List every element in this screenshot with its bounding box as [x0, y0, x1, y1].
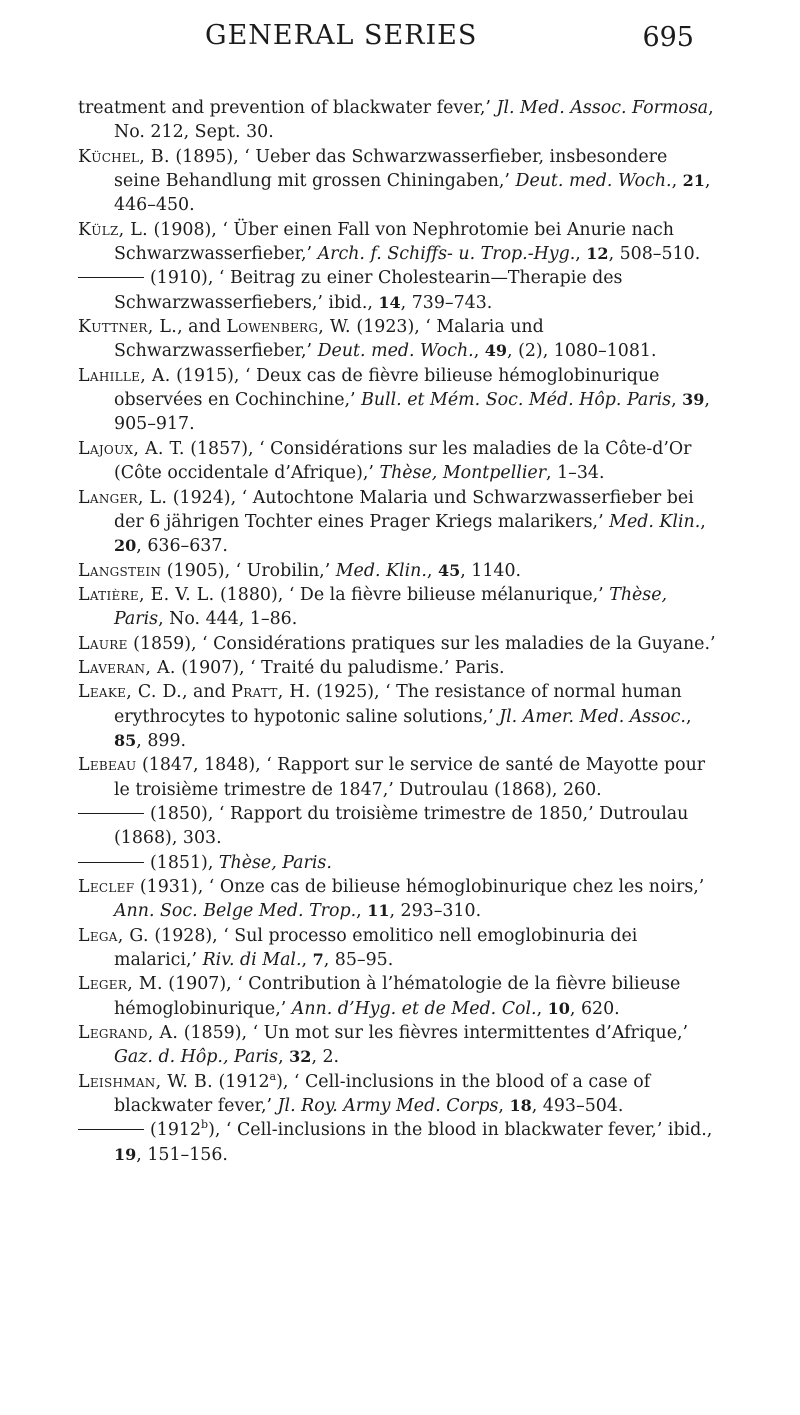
- entry-text: treatment and prevention of blackwater fever,’: [78, 98, 497, 118]
- bibliography-entry: [78, 802, 718, 851]
- entry-volume: 14: [378, 292, 401, 312]
- entry-text: , 493–504.: [531, 1096, 624, 1117]
- bibliography-entry: [78, 632, 718, 656]
- bibliography-entry: Legrand, A. (1859), ‘ Un mot sur les fièvres intermittentes d’Afrique,’ Gaz. d. Hôp., Paris, 32, 2.: [78, 1023, 689, 1068]
- entry-text: , 293–310.: [389, 901, 482, 922]
- entry-text: ), ‘ Cell-inclusions in the blood of a case of blackwater fever,’: [114, 1071, 651, 1117]
- bibliography-entry: [78, 753, 718, 802]
- entry-text: (1915), ‘ Deux cas de fièvre bilieuse hémoglobinurique observées en Cochinchine,’: [114, 365, 660, 411]
- entry-source: Jl. Med. Assoc. Formosa: [496, 98, 709, 118]
- entry-author: Latière, E. V. L.: [78, 584, 215, 605]
- entry-author: Laveran, A.: [78, 657, 176, 678]
- entry-source: Bull. et Mém. Soc. Méd. Hôp. Paris: [361, 390, 672, 411]
- entry-text: (1928), ‘ Sul processo emolitico nell emoglobinuria dei malarici,’: [114, 925, 638, 971]
- entry-text: (1925), ‘ The resistance of normal human erythrocytes to hypotonic saline solutions,’: [114, 682, 682, 727]
- running-head: GENERAL SERIES: [205, 20, 478, 51]
- entry-author: Lowenberg, W.: [226, 317, 351, 338]
- bibliography-entry: Leishman, W. B. (1912$^a$), ‘ Cell-inclusions in the blood of a case of blackwater fever,’ Jl. Roy. Army Med. Corps, 18, 493–504.: [78, 1069, 651, 1117]
- entry-text: , 85–95.: [323, 950, 394, 971]
- bibliography-entry: [78, 96, 718, 145]
- entry-text: (1910), ‘ Beitrag zu einer Cholestearin—Therapie des Schwarzwasserfiebers,’ ibid.,: [114, 268, 623, 313]
- bibliography-entry: Küchel, B. (1895), ‘ Ueber das Schwarzwasserfieber, insbesondere seine Behandlung mit grossen Chiningaben,’ Deut. med. Woch., 21, 446–450.: [78, 146, 711, 216]
- entry-volume: 18: [509, 1096, 532, 1116]
- entry-text: , and: [181, 682, 232, 703]
- entry-volume: 19: [114, 1144, 137, 1164]
- bibliography-entry: [78, 851, 718, 875]
- entry-author: Legrand, A.: [78, 1023, 179, 1044]
- page-number: 695: [642, 22, 694, 53]
- entry-author: Lajoux, A. T.: [78, 438, 185, 459]
- ditto-dash: [78, 1129, 144, 1130]
- entry-text: , 151–156.: [136, 1144, 228, 1165]
- entry-source: Jl. Roy. Army Med. Corps: [277, 1096, 499, 1117]
- entry-text: , 620.: [569, 998, 620, 1019]
- ditto-dash: [78, 813, 144, 814]
- entry-text: (1924), ‘ Autochtone Malaria und Schwarzwasserfieber bei der 6 jährigen Tochter eines Prager Kriegs malarikers,’: [114, 487, 694, 532]
- entry-text: (1931), ‘ Onze cas de bilieuse hémoglobinurique chez les noirs,’: [134, 877, 705, 897]
- entry-text: (1859), ‘ Considérations pratiques sur les maladies de la Guyane.’: [127, 633, 716, 654]
- entry-author: Külz, L.: [78, 219, 148, 240]
- entry-source: Arch. f. Schiffs- u. Trop.-Hyg.: [317, 244, 576, 265]
- entry-text: , 2.: [311, 1047, 340, 1068]
- entry-source: Riv. di Mal.: [202, 950, 302, 971]
- bibliography-entry: Langstein (1905), ‘ Urobilin,’ Med. Klin., 45, 1140.: [78, 560, 522, 581]
- entry-volume: 32: [289, 1047, 312, 1067]
- entry-source: Thèse, Paris: [114, 584, 668, 630]
- bibliography-entry: Külz, L. (1908), ‘ Über einen Fall von Nephrotomie bei Anurie nach Schwarzwasserfieber,’ Arch. f. Schiffs- u. Trop.-Hyg., 12, 508–510.: [78, 219, 701, 265]
- entry-author: Leake, C. D.: [78, 682, 182, 703]
- entry-source: Jl. Amer. Med. Assoc.: [499, 706, 686, 727]
- entry-author: Leclef: [78, 877, 135, 897]
- entry-source: Deut. med. Woch.: [515, 171, 672, 192]
- entry-text: (1850), ‘ Rapport du troisième trimestre de 1850,’ Dutroulau (1868), 303.: [114, 803, 689, 849]
- entry-source: Ann. d’Hyg. et de Med. Col.: [291, 998, 537, 1019]
- entry-volume: 21: [682, 171, 705, 191]
- bibliography-entry: [78, 437, 718, 486]
- entry-year-suffix: b: [201, 1118, 209, 1132]
- page-header: [0, 18, 800, 58]
- entry-text: , 1–34.: [546, 463, 605, 484]
- entry-text: , 899.: [136, 730, 187, 751]
- ditto-dash: [78, 862, 144, 863]
- entry-author: Lebeau: [78, 755, 137, 776]
- bibliography-entry: [78, 656, 718, 680]
- entry-volume: 49: [484, 341, 508, 361]
- bibliography-entry: Lega, G. (1928), ‘ Sul processo emolitico nell emoglobinuria dei malarici,’ Riv. di Mal., 7, 85–95.: [78, 925, 638, 971]
- bibliography-entry: Langer, L. (1924), ‘ Autochtone Malaria und Schwarzwasserfieber bei der 6 jährigen Tochter eines Prager Kriegs malarikers,’ Med. Klin., 20, 636–637.: [78, 487, 706, 557]
- entry-volume: 20: [114, 536, 137, 556]
- entry-author: Langstein: [78, 560, 162, 581]
- entry-text: , 1140.: [460, 560, 522, 581]
- entry-text: (1905), ‘ Urobilin,’: [161, 560, 336, 581]
- ditto-dash: [78, 277, 144, 278]
- entry-text: , 905–917.: [114, 390, 710, 435]
- entry-text: (1907), ‘ Traité du paludisme.’ Paris.: [175, 657, 505, 678]
- entry-author: Küchel, B.: [78, 146, 170, 167]
- entry-year-suffix: a: [269, 1069, 277, 1083]
- entry-author: Lega, G.: [78, 925, 149, 946]
- bibliography-entry: Leger, M. (1907), ‘ Contribution à l’hématologie de la fièvre bilieuse hémoglobinurique,’ Ann. d’Hyg. et de Med. Col., 10, 620.: [78, 974, 681, 1019]
- entry-source: Gaz. d. Hôp., Paris: [114, 1047, 279, 1068]
- bibliography-entry: [78, 266, 718, 315]
- entry-volume: 7: [312, 950, 324, 970]
- entry-text: , No. 212, Sept. 30.: [114, 98, 714, 143]
- entry-source: Ann. Soc. Belge Med. Trop.: [114, 901, 357, 922]
- entry-author: Langer, L.: [78, 487, 168, 508]
- entry-source: Med. Klin.: [609, 511, 701, 532]
- bibliography-list: [78, 96, 718, 1167]
- entry-volume: 12: [586, 244, 609, 264]
- entry-source: Thèse, Paris.: [218, 852, 332, 873]
- entry-text: (1907), ‘ Contribution à l’hématologie de la fièvre bilieuse hémoglobinurique,’: [114, 974, 681, 1019]
- entry-text: (1851),: [150, 852, 219, 873]
- entry-text: , (2), 1080–1081.: [507, 341, 657, 362]
- bibliography-entry: Leclef (1931), ‘ Onze cas de bilieuse hémoglobinurique chez les noirs,’ Ann. Soc. Belge Med. Trop., 11, 293–310.: [78, 877, 705, 922]
- bibliography-entry: Kuttner, L., and Lowenberg, W. (1923), ‘ Malaria und Schwarzwasserfieber,’ Deut. med. Woch., 49, (2), 1080–1081.: [78, 317, 657, 362]
- entry-volume: 10: [547, 998, 570, 1018]
- entry-volume: 85: [114, 730, 137, 750]
- entry-author: Leishman, W. B.: [78, 1071, 213, 1092]
- entry-text: (1895), ‘ Ueber das Schwarzwasserfieber, insbesondere seine Behandlung mit grossen Chiningaben,’: [114, 146, 668, 192]
- entry-text: , 508–510.: [608, 244, 701, 265]
- entry-text: (1847, 1848), ‘ Rapport sur le service de santé de Mayotte pour le troisième trimestre de 1847,’ Dutroulau (1868), 260.: [114, 755, 706, 800]
- entry-volume: 11: [367, 901, 390, 921]
- entry-source: Deut. med. Woch.: [317, 341, 474, 362]
- entry-volume: 39: [682, 390, 705, 410]
- entry-text: , and: [177, 317, 227, 338]
- entry-text: , No. 444, 1–86.: [158, 609, 298, 630]
- entry-text: (1857), ‘ Considérations sur les maladies de la Côte-d’Or (Côte occidentale d’Afrique),’: [114, 438, 692, 484]
- bibliography-entry: Leake, C. D., and Pratt, H. (1925), ‘ The resistance of normal human erythrocytes to hypotonic saline solutions,’ Jl. Amer. Med. Assoc., 85, 899.: [78, 682, 692, 751]
- entry-author: Kuttner, L.: [78, 317, 178, 338]
- bibliography-entry: Lahille, A. (1915), ‘ Deux cas de fièvre bilieuse hémoglobinurique observées en Cochinchine,’ Bull. et Mém. Soc. Méd. Hôp. Paris, 39, 905–917.: [78, 365, 710, 435]
- entry-text: (1880), ‘ De la fièvre bilieuse mélanurique,’: [214, 584, 610, 605]
- entry-text: (1859), ‘ Un mot sur les fièvres intermittentes d’Afrique,’: [178, 1023, 689, 1044]
- entry-text: , 446–450.: [114, 171, 711, 216]
- entry-text: , 636–637.: [136, 536, 228, 557]
- bibliography-entry: [78, 583, 718, 632]
- entry-text: (1912: [150, 1120, 202, 1141]
- entry-text: ), ‘ Cell-inclusions in the blood in blackwater fever,’ ibid.,: [208, 1120, 713, 1141]
- entry-source: Med. Klin.: [335, 560, 427, 581]
- entry-source: Thèse, Montpellier: [379, 463, 547, 484]
- entry-author: Laure: [78, 633, 128, 654]
- entry-author: Lahille, A.: [78, 365, 171, 386]
- entry-author: Pratt, H.: [231, 682, 311, 703]
- entry-volume: 45: [437, 560, 461, 580]
- entry-text: (1923), ‘ Malaria und Schwarzwasserfieber,’: [114, 317, 544, 362]
- bibliography-entry: [78, 1118, 718, 1167]
- entry-text: (1908), ‘ Über einen Fall von Nephrotomie bei Anurie nach Schwarzwasserfieber,’: [114, 219, 674, 265]
- entry-text: (1912: [212, 1071, 270, 1092]
- entry-text: , 739–743.: [400, 292, 493, 313]
- entry-author: Leger, M.: [78, 974, 163, 995]
